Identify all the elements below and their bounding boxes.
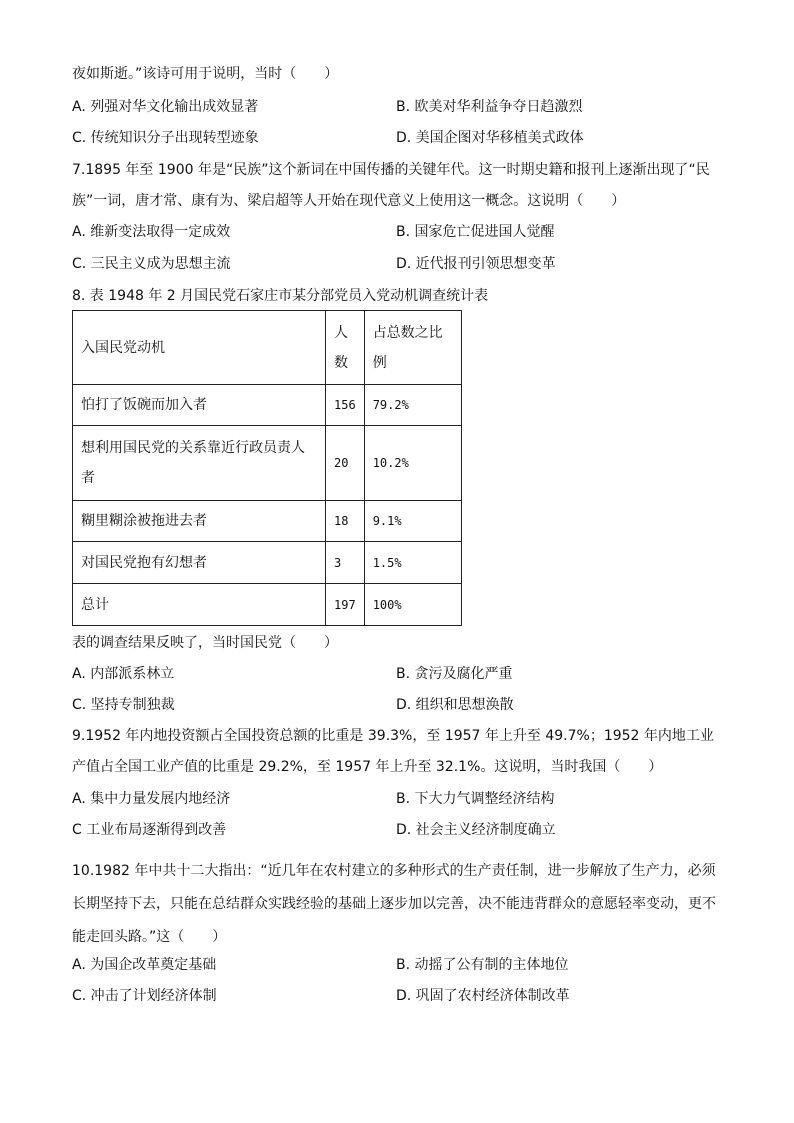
q8-option-c: C. 坚持专制独裁 bbox=[72, 697, 175, 713]
q10-option-d: D. 巩固了农村经济体制改革 bbox=[396, 988, 570, 1004]
table-row bbox=[73, 385, 462, 426]
table-row-total bbox=[73, 584, 462, 626]
table-cell-ratio: 1.5% bbox=[364, 542, 461, 584]
table-cell-count: 3 bbox=[326, 542, 365, 584]
q7-stem: 7.1895 年至 1900 年是“民族”这个新词在中国传播的关键年代。这一时期史籍和报刊上逐渐出现了“民族”一词，唐才常、康有为、梁启超等人开始在现代意义上使用这一概念。这说明（ ） bbox=[72, 162, 710, 209]
q8-option-b: B. 贪污及腐化严重 bbox=[396, 666, 513, 682]
table-row bbox=[73, 426, 462, 501]
table-cell-motive: 想利用国民党的关系靠近行政员责人者 bbox=[73, 426, 326, 501]
q8-option-a: A. 内部派系林立 bbox=[72, 666, 175, 682]
q9-option-c: C 工业布局逐渐得到改善 bbox=[72, 822, 227, 838]
table-cell-count: 197 bbox=[326, 584, 365, 626]
table-cell-motive: 对国民党抱有幻想者 bbox=[73, 542, 326, 584]
table-header-ratio: 占总数之比例 bbox=[364, 311, 461, 385]
table-row bbox=[73, 501, 462, 542]
q10-stem: 10.1982 年中共十二大指出：“近几年在农村建立的多种形式的生产责任制，进一步解放了生产力，必须长期坚持下去，只能在总结群众实践经验的基础上逐步加以完善，决不能违背群众的意愿轻率变动，更不能走回头路。”这（ ） bbox=[72, 863, 716, 945]
q10-option-c: C. 冲击了计划经济体制 bbox=[72, 988, 217, 1004]
q7-option-a: A. 维新变法取得一定成效 bbox=[72, 224, 231, 240]
q7-option-d: D. 近代报刊引领思想变革 bbox=[396, 256, 556, 272]
q9-option-b: B. 下大力气调整经济结构 bbox=[396, 791, 555, 807]
table-cell-count: 156 bbox=[326, 385, 365, 426]
table-header-count: 人数 bbox=[326, 311, 365, 385]
q6-option-b: B. 欧美对华利益争夺日趋激烈 bbox=[396, 99, 583, 115]
q8-question: 表的调查结果反映了，当时国民党（ ） bbox=[72, 635, 338, 651]
table-cell-motive: 怕打了饭碗而加入者 bbox=[73, 385, 326, 426]
table-header-motive: 入国民党动机 bbox=[73, 311, 326, 385]
q6-option-a: A. 列强对华文化输出成效显著 bbox=[72, 99, 259, 115]
table-cell-ratio: 79.2% bbox=[364, 385, 461, 426]
table-cell-ratio: 9.1% bbox=[364, 501, 461, 542]
q9-option-a: A. 集中力量发展内地经济 bbox=[72, 791, 231, 807]
table-row bbox=[73, 542, 462, 584]
table-cell-motive: 糊里糊涂被拖进去者 bbox=[73, 501, 326, 542]
q9-stem: 9.1952 年内地投资额占全国投资总额的比重是 39.3%，至 1957 年上升至 49.7%；1952 年内地工业产值占全国工业产值的比重是 29.2%，至 1957 年上升至 32.1%。这说明，当时我国（ ） bbox=[72, 728, 714, 775]
q10-option-b: B. 动摇了公有制的主体地位 bbox=[396, 957, 569, 973]
table-header-row bbox=[73, 311, 462, 385]
q7-option-c: C. 三民主义成为思想主流 bbox=[72, 256, 231, 272]
q6-option-d: D. 美国企图对华移植美式政体 bbox=[396, 130, 584, 146]
q7-option-b: B. 国家危亡促进国人觉醒 bbox=[396, 224, 555, 240]
table-cell-motive: 总计 bbox=[73, 584, 326, 626]
q6-stem-tail: 夜如斯逝。”该诗可用于说明，当时（ ） bbox=[72, 66, 339, 82]
table-cell-ratio: 100% bbox=[364, 584, 461, 626]
q8-option-d: D. 组织和思想涣散 bbox=[396, 697, 514, 713]
q9-option-d: D. 社会主义经济制度确立 bbox=[396, 822, 556, 838]
table-cell-ratio: 10.2% bbox=[364, 426, 461, 501]
q10-option-a: A. 为国企改革奠定基础 bbox=[72, 957, 217, 973]
q6-option-c: C. 传统知识分子出现转型迹象 bbox=[72, 130, 259, 146]
survey-table bbox=[72, 310, 462, 626]
table-cell-count: 18 bbox=[326, 501, 365, 542]
table-cell-count: 20 bbox=[326, 426, 365, 501]
q8-stem: 8. 表 1948 年 2 月国民党石家庄市某分部党员入党动机调查统计表 bbox=[72, 288, 489, 304]
